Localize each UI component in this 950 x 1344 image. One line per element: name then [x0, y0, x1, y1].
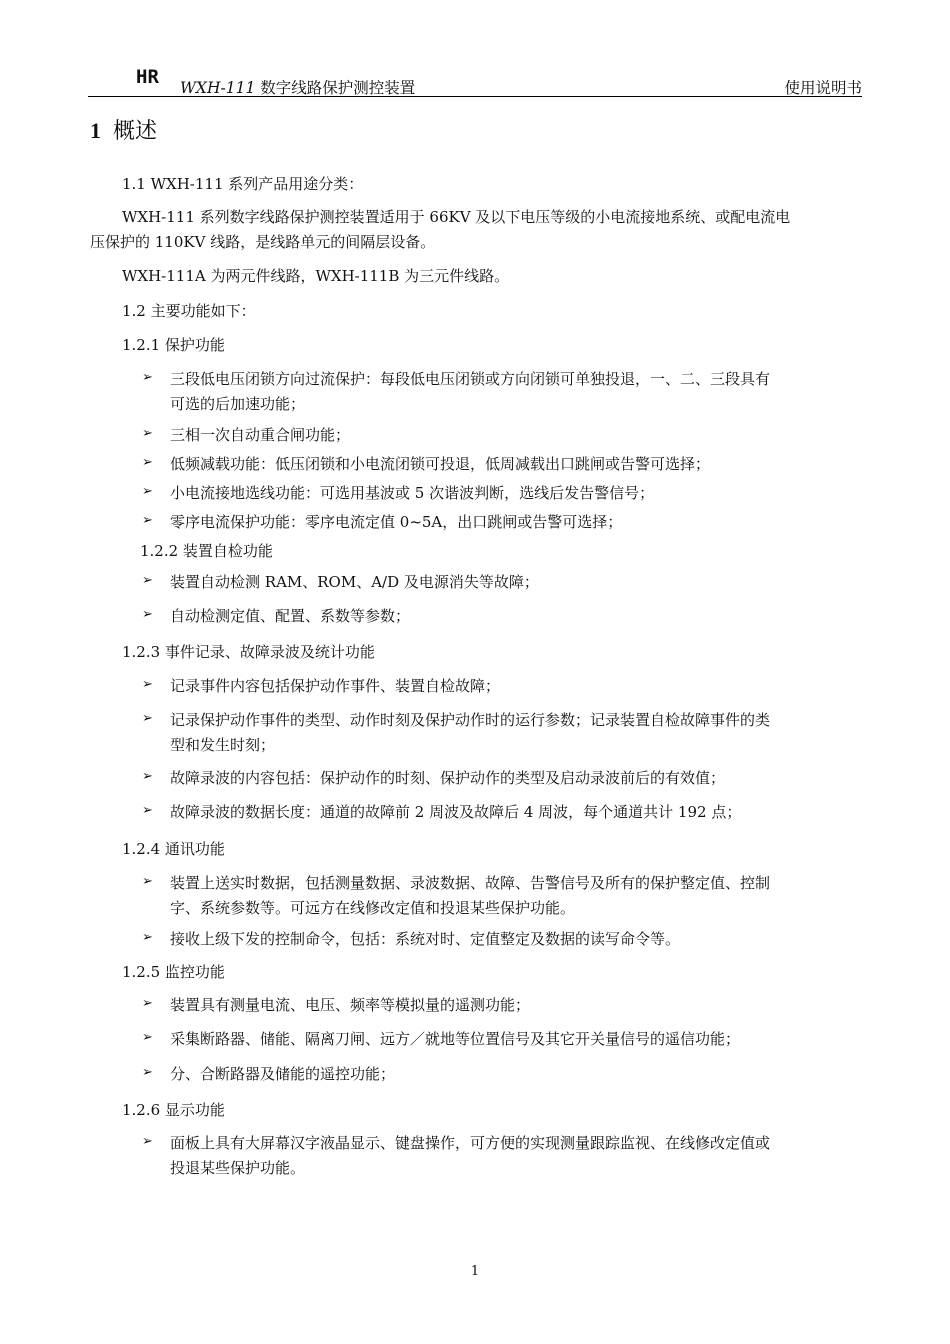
list-item: 装置上送实时数据，包括测量数据、录波数据、故障、告警信号及所有的保护整定值、控制	[170, 874, 771, 892]
bullet-arrow-icon: ➢	[142, 711, 153, 726]
list-item: 接收上级下发的控制命令，包括：系统对时、定值整定及数据的读写命令等。	[170, 930, 681, 948]
manual-label: 使用说明书	[784, 79, 862, 97]
bullet-arrow-icon: ➢	[142, 996, 153, 1011]
list-item: 面板上具有大屏幕汉字液晶显示、键盘操作，可方便的实现测量跟踪监视、在线修改定值或	[170, 1134, 771, 1152]
bullet-arrow-icon: ➢	[142, 1065, 153, 1080]
list-item: 投退某些保护功能。	[170, 1159, 306, 1177]
document-title	[180, 76, 415, 98]
model-number: WXH-111	[180, 79, 256, 97]
bullet-arrow-icon: ➢	[142, 1134, 153, 1149]
bullet-arrow-icon: ➢	[142, 677, 153, 692]
company-logo: HR	[136, 66, 159, 88]
bullet-arrow-icon: ➢	[142, 803, 153, 818]
section-1-2: 1.2 主要功能如下：	[122, 302, 256, 320]
list-item: 型和发生时刻；	[170, 736, 276, 754]
list-item: 三段低电压闭锁方向过流保护：每段低电压闭锁或方向闭锁可单独投退，一、二、三段具有	[170, 370, 771, 388]
paragraph: 压保护的 110KV 线路，是线路单元的间隔层设备。	[90, 233, 436, 251]
paragraph: WXH-111 系列数字线路保护测控装置适用于 66KV 及以下电压等级的小电流接地系统、或配电流电	[122, 208, 791, 226]
section-1-2-6: 1.2.6 显示功能	[122, 1101, 225, 1119]
list-item: 装置自动检测 RAM、ROM、A/D 及电源消失等故障；	[170, 573, 539, 591]
list-item: 可选的后加速功能；	[170, 395, 306, 413]
bullet-arrow-icon: ➢	[142, 769, 153, 784]
section-1-2-4: 1.2.4 通讯功能	[122, 840, 225, 858]
chapter-heading	[90, 114, 157, 145]
bullet-arrow-icon: ➢	[142, 426, 153, 441]
list-item: 装置具有测量电流、电压、频率等模拟量的遥测功能；	[170, 996, 531, 1014]
list-item: 分、合断路器及储能的遥控功能；	[170, 1065, 396, 1083]
section-1-2-1: 1.2.1 保护功能	[122, 336, 225, 354]
bullet-arrow-icon: ➢	[142, 513, 153, 528]
bullet-arrow-icon: ➢	[142, 484, 153, 499]
list-item: 小电流接地选线功能：可选用基波或 5 次谐波判断，选线后发告警信号；	[170, 484, 655, 502]
list-item: 记录保护动作事件的类型、动作时刻及保护动作时的运行参数；记录装置自检故障事件的类	[170, 711, 771, 729]
list-item: 故障录波的数据长度：通道的故障前 2 周波及故障后 4 周波，每个通道共计 192 点；	[170, 803, 742, 821]
list-item: 字、系统参数等。可远方在线修改定值和投退某些保护功能。	[170, 899, 576, 917]
section-1-2-3: 1.2.3 事件记录、故障录波及统计功能	[122, 643, 375, 661]
section-1-1: 1.1 WXH-111 系列产品用途分类：	[122, 175, 364, 193]
bullet-arrow-icon: ➢	[142, 1030, 153, 1045]
list-item: 低频减载功能：低压闭锁和小电流闭锁可投退，低周减载出口跳闸或告警可选择；	[170, 455, 711, 473]
page-number: 1	[470, 1264, 480, 1279]
list-item: 故障录波的内容包括：保护动作的时刻、保护动作的类型及启动录波前后的有效值；	[170, 769, 726, 787]
chapter-title: 概述	[113, 119, 158, 144]
list-item: 采集断路器、储能、隔离刀闸、远方／就地等位置信号及其它开关量信号的遥信功能；	[170, 1030, 741, 1048]
list-item: 记录事件内容包括保护动作事件、装置自检故障；	[170, 677, 501, 695]
list-item: 自动检测定值、配置、系数等参数；	[170, 607, 411, 625]
bullet-arrow-icon: ➢	[142, 930, 153, 945]
page-header	[88, 62, 862, 97]
title-text: 数字线路保护测控装置	[255, 79, 416, 97]
chapter-number: 1	[90, 118, 101, 143]
bullet-arrow-icon: ➢	[142, 370, 153, 385]
paragraph: WXH-111A 为两元件线路，WXH-111B 为三元件线路。	[122, 267, 510, 285]
list-item: 零序电流保护功能：零序电流定值 0~5A，出口跳闸或告警可选择；	[170, 513, 623, 531]
section-1-2-2: 1.2.2 装置自检功能	[140, 542, 273, 560]
bullet-arrow-icon: ➢	[142, 874, 153, 889]
bullet-arrow-icon: ➢	[142, 573, 153, 588]
list-item: 三相一次自动重合闸功能；	[170, 426, 351, 444]
bullet-arrow-icon: ➢	[142, 607, 153, 622]
bullet-arrow-icon: ➢	[142, 455, 153, 470]
section-1-2-5: 1.2.5 监控功能	[122, 963, 225, 981]
